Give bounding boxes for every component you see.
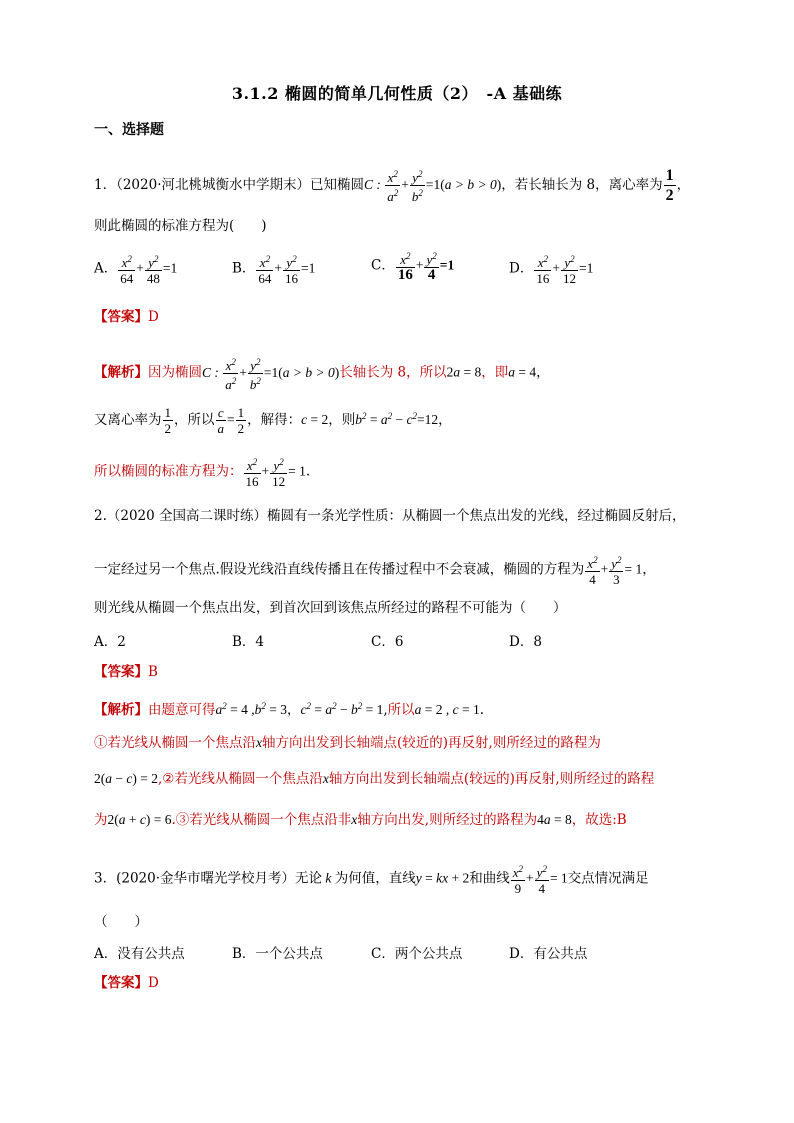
section-heading: 一、选择题 <box>94 122 164 138</box>
q1-analysis-3: 所以椭圆的标准方程为： $\frac{x^2}{16}$ + $\frac{y^2}{12}$ = 1. <box>94 457 311 489</box>
q2-option-c[interactable]: C．6 <box>371 634 404 650</box>
q1-prefix: 1．（2020·河北桃城衡水中学期末）已知椭圆 <box>94 177 364 193</box>
q1-eccentricity: $\frac{1}{2}$ <box>665 167 674 204</box>
q1-analysis-2: 又离心率为 $\frac{1}{2}$ ，所以 $\frac{c}{a}$ = $\frac{1}{2}$ ，解得：c = 2，则$b^2 = a^2 - c^2=12$， <box>94 405 452 436</box>
q2-option-d[interactable]: D．8 <box>509 634 542 650</box>
q1-option-c[interactable]: C． $\frac{x^2}{16}$ + $\frac{y^2}{4}$ =1 <box>371 251 455 283</box>
page-title: 3.1.2 椭圆的简单几何性质（2） -A 基础练 <box>231 84 563 103</box>
q2-line1: 2.（2020 全国高二课时练）椭圆有一条光学性质：从椭圆一个焦点出发的光线，经过椭圆反射后， <box>94 508 686 524</box>
q1-answer: 【答案】D <box>94 309 159 325</box>
q2-answer: 【答案】B <box>94 664 158 680</box>
q1-mid: ，若长轴长为 8，离心率为 <box>501 177 663 193</box>
q2-case1: ①若光线从椭圆一个焦点沿x轴方向出发到长轴端点(较近的)再反射,则所经过的路程为 <box>94 735 601 751</box>
q2-line2: 一定经过另一个焦点.假设光线沿直线传播且在传播过程中不会衰减，椭圆的方程为 $\frac{x^2}{4}$ + $\frac{y^2}{3}$ = 1， <box>94 555 656 587</box>
q1-option-a[interactable]: A． $\frac{x^2}{64}$ + $\frac{y^2}{48}$ =1 <box>94 254 178 286</box>
q1-line2: 则此椭圆的标准方程为( ) <box>94 218 267 234</box>
q3-option-a[interactable]: A．没有公共点 <box>94 946 185 962</box>
q3-answer: 【答案】D <box>94 975 159 991</box>
q2-analysis-1: 【解析】由题意可得$a^2 = 4$ $,b^2 = 3$，$c^2 = a^2 - b^2 = 1$,所以a = 2 , c = 1. <box>94 701 485 718</box>
q3-stem: 3．(2020·金华市曙光学校月考）无论 k 为何值，直线y = kx + 2和曲线 $\frac{x^2}{9}$ + $\frac{y^2}{4}$ = 1交点情况满足 <box>94 864 649 896</box>
q1-option-b[interactable]: B． $\frac{x^2}{64}$ + $\frac{y^2}{16}$ =1 <box>232 254 316 286</box>
q3-line2: （ ） <box>94 914 148 930</box>
q2-option-b[interactable]: B．4 <box>232 634 265 650</box>
q1-stem: 1．（2020·河北桃城衡水中学期末）已知椭圆C : $\frac{x^2}{a^2}$ + $\frac{y^2}{b^2}$ =1(a > b > 0)，若长轴长为 8，离心率为 $\frac{1}{2}$ ， <box>94 167 691 205</box>
q2-case2: 2(a − c) = 2,②若光线从椭圆一个焦点沿x轴方向出发到长轴端点(较远的)再反射,则所经过的路程 <box>94 771 655 787</box>
q2-option-a[interactable]: A．2 <box>94 634 126 650</box>
q3-option-d[interactable]: D．有公共点 <box>509 946 588 962</box>
q3-option-b[interactable]: B．一个公共点 <box>232 946 323 962</box>
q1-analysis-1: 【解析】因为椭圆C : $\frac{x^2}{a^2}$ + $\frac{y^2}{b^2}$ =1(a > b > 0)长轴长为 8，所以2a = 8，即a = 4， <box>94 357 550 392</box>
q1-ellipse-eq: C : $\frac{x^2}{a^2}$ + $\frac{y^2}{b^2}$ =1(a > b > 0) <box>364 169 502 205</box>
q1-option-d[interactable]: D． $\frac{x^2}{16}$ + $\frac{y^2}{12}$ =1 <box>509 254 594 286</box>
q2-line3: 则光线从椭圆一个焦点出发，到首次回到该焦点所经过的路程不可能为（ ） <box>94 600 567 616</box>
q3-option-c[interactable]: C．两个公共点 <box>371 946 463 962</box>
q2-case3: 为2(a + c) = 6.③若光线从椭圆一个焦点沿非x轴方向出发,则所经过的路程为4a = 8，故选:B <box>94 812 627 828</box>
